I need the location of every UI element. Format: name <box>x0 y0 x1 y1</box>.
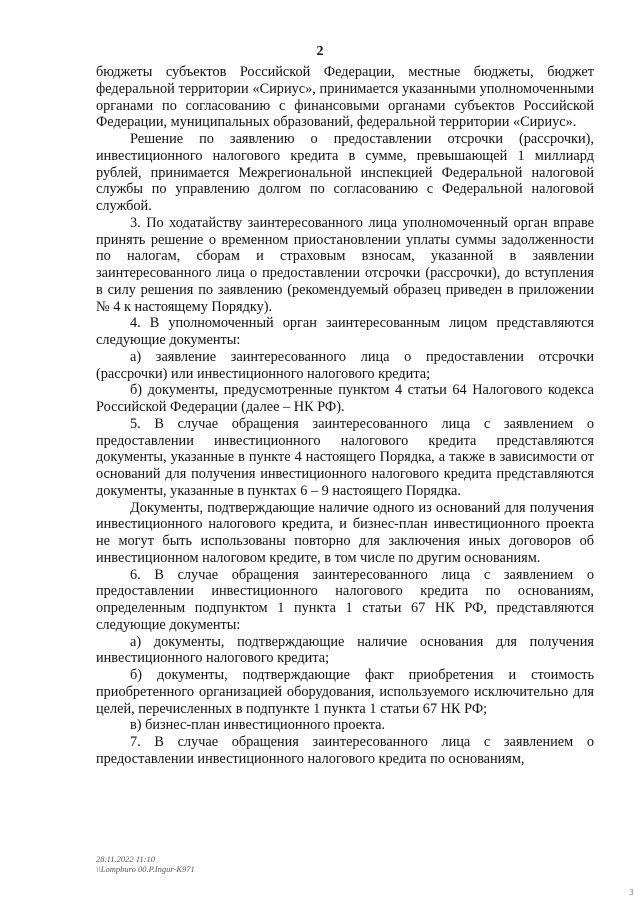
footer-file-path: \\Lompburo 00.P.Ingur-K971 <box>96 864 195 874</box>
document-body <box>96 64 594 768</box>
paragraph: 6. В случае обращения заинтересованного лица с заявлением о предоставлении инвестиционного налогового кредита по основаниям, определенным подпунктом 1 пункта 1 статьи 67 НК РФ, представляются следующие документы: <box>96 566 594 633</box>
paragraph: 7. В случае обращения заинтересованного лица с заявлением о предоставлении инвестиционного налогового кредита по основаниям, <box>96 734 594 767</box>
paragraph: а) документы, подтверждающие наличие основания для получения инвестиционного налогового кредита; <box>96 633 594 667</box>
page-number: 2 <box>316 44 324 59</box>
paragraph: в) бизнес-план инвестиционного проекта. <box>130 717 386 734</box>
corner-mark: 3 <box>628 888 634 897</box>
paragraph: 5. В случае обращения заинтересованного лица с заявлением о предоставлении инвестиционного налогового кредита представляются документы, указанные в пункте 4 настоящего Порядка, а также в зависимости от оснований для получения инвестиционного налогового кредита представляются документы, указанные в пунктах 6 – 9 настоящего Порядка. <box>96 415 594 499</box>
document-footer <box>96 854 195 874</box>
paragraph: б) документы, предусмотренные пунктом 4 статьи 64 Налогового кодекса Российской Федерации (далее – НК РФ). <box>96 382 594 415</box>
paragraph: а) заявление заинтересованного лица о предоставлении отсрочки (рассрочки) или инвестиционного налогового кредита; <box>96 348 594 382</box>
paragraph: Документы, подтверждающие наличие одного из оснований для получения инвестиционного налогового кредита, и бизнес-план инвестиционного проекта не могут быть использованы повторно для заключения иных договоров об инвестиционном налоговом кредите, в том числе по другим основаниям. <box>96 499 594 566</box>
footer-timestamp: 28.11.2022 11:10 <box>96 854 155 864</box>
paragraph: 4. В уполномоченный орган заинтересованным лицом представляются следующие документы: <box>96 315 594 348</box>
paragraph: 3. По ходатайству заинтересованного лица уполномоченный орган вправе принять решение о временном приостановлении уплаты суммы задолженности по налогам, сборам и страховым взносам, указанной в заявлении заинтересованного лица о предоставлении отсрочки (рассрочки), до вступления в силу решения по заявлению (рекомендуемый образец приведен в приложении № 4 к настоящему Порядку). <box>96 214 594 315</box>
paragraph: бюджеты субъектов Российской Федерации, местные бюджеты, бюджет федеральной территории «Сириус», принимается указанными уполномоченными органами по согласованию с финансовыми органами субъектов Российской Федерации, муниципальных образований, федеральной территории «Сириус». <box>96 64 594 131</box>
paragraph: б) документы, подтверждающие факт приобретения и стоимость приобретенного организацией оборудования, используемого исключительно для целей, перечисленных в подпункте 1 пункта 1 статьи 67 НК РФ; <box>96 667 594 717</box>
paragraph: Решение по заявлению о предоставлении отсрочки (рассрочки), инвестиционного налогового кредита в сумме, превышающей 1 миллиард рублей, принимается Межрегиональной инспекцией Федеральной налоговой службы по управлению долгом по согласованию с Федеральной налоговой службой. <box>96 131 594 214</box>
